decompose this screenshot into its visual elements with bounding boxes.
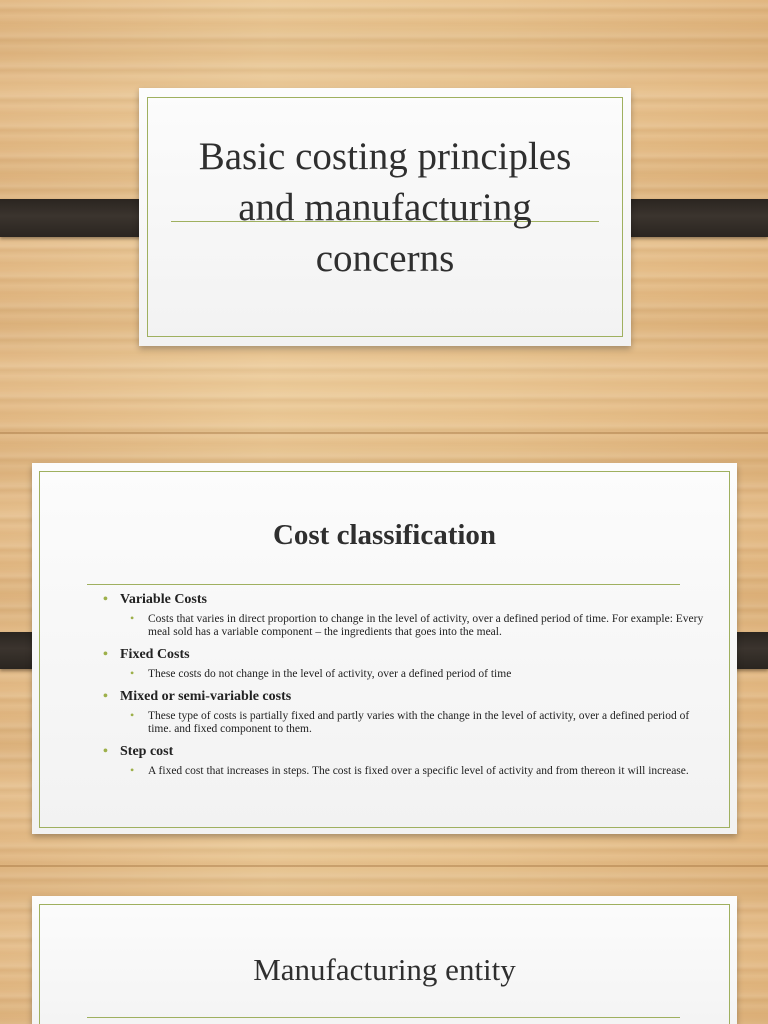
slide1-title: Basic costing principles and manufacturing concerns [198,135,572,280]
bullet-item [103,591,705,609]
slide1-left-strap [0,199,155,237]
slide-cost-classification [32,463,737,834]
sub-bullet-text: A fixed cost that increases in steps. The cost is fixed over a specific level of activity and from thereon it will increase. [148,765,689,777]
sub-bullet-text: Costs that varies in direct proportion to change in the level of activity, over a defined period of time. For example: Every meal sold has a variable component – the ingredients that goes into the meal. [148,613,704,638]
slide-title-card [139,88,631,346]
bullet-dot-icon: • [103,744,108,759]
bullet-heading: Step cost [120,744,174,759]
sub-bullet-item [130,666,705,681]
bullet-dot-icon: • [130,666,135,680]
bullet-list [103,591,705,785]
slide2-title: Cost classification [272,519,497,551]
title-underline [87,584,680,585]
sub-bullet-text: These type of costs is partially fixed and partly varies with the change in the level of activity, over a defined period of time. and fixed component to them. [148,710,690,735]
wood-plank-seam [0,865,768,867]
bullet-item [103,743,705,761]
bullet-dot-icon: • [130,708,135,722]
sub-bullet-text: These costs do not change in the level of activity, over a defined period of time [148,668,512,680]
bullet-item [103,688,705,706]
bullet-dot-icon: • [130,763,135,777]
slide-manufacturing-entity [32,896,737,1024]
sub-bullet-item [130,763,705,778]
bullet-heading: Fixed Costs [120,647,190,662]
sub-bullet-item [130,708,705,736]
bullet-item [103,646,705,664]
title-underline [87,1017,680,1018]
sub-bullet-item [130,611,705,639]
bullet-dot-icon: • [103,647,108,662]
bullet-heading: Mixed or semi-variable costs [120,689,292,704]
slide3-title: Manufacturing entity [253,952,516,987]
bullet-heading: Variable Costs [120,592,207,607]
bullet-dot-icon: • [103,592,108,607]
slide1-right-strap [613,199,768,237]
bullet-dot-icon: • [130,611,135,625]
wood-plank-seam [0,432,768,434]
bullet-dot-icon: • [103,689,108,704]
